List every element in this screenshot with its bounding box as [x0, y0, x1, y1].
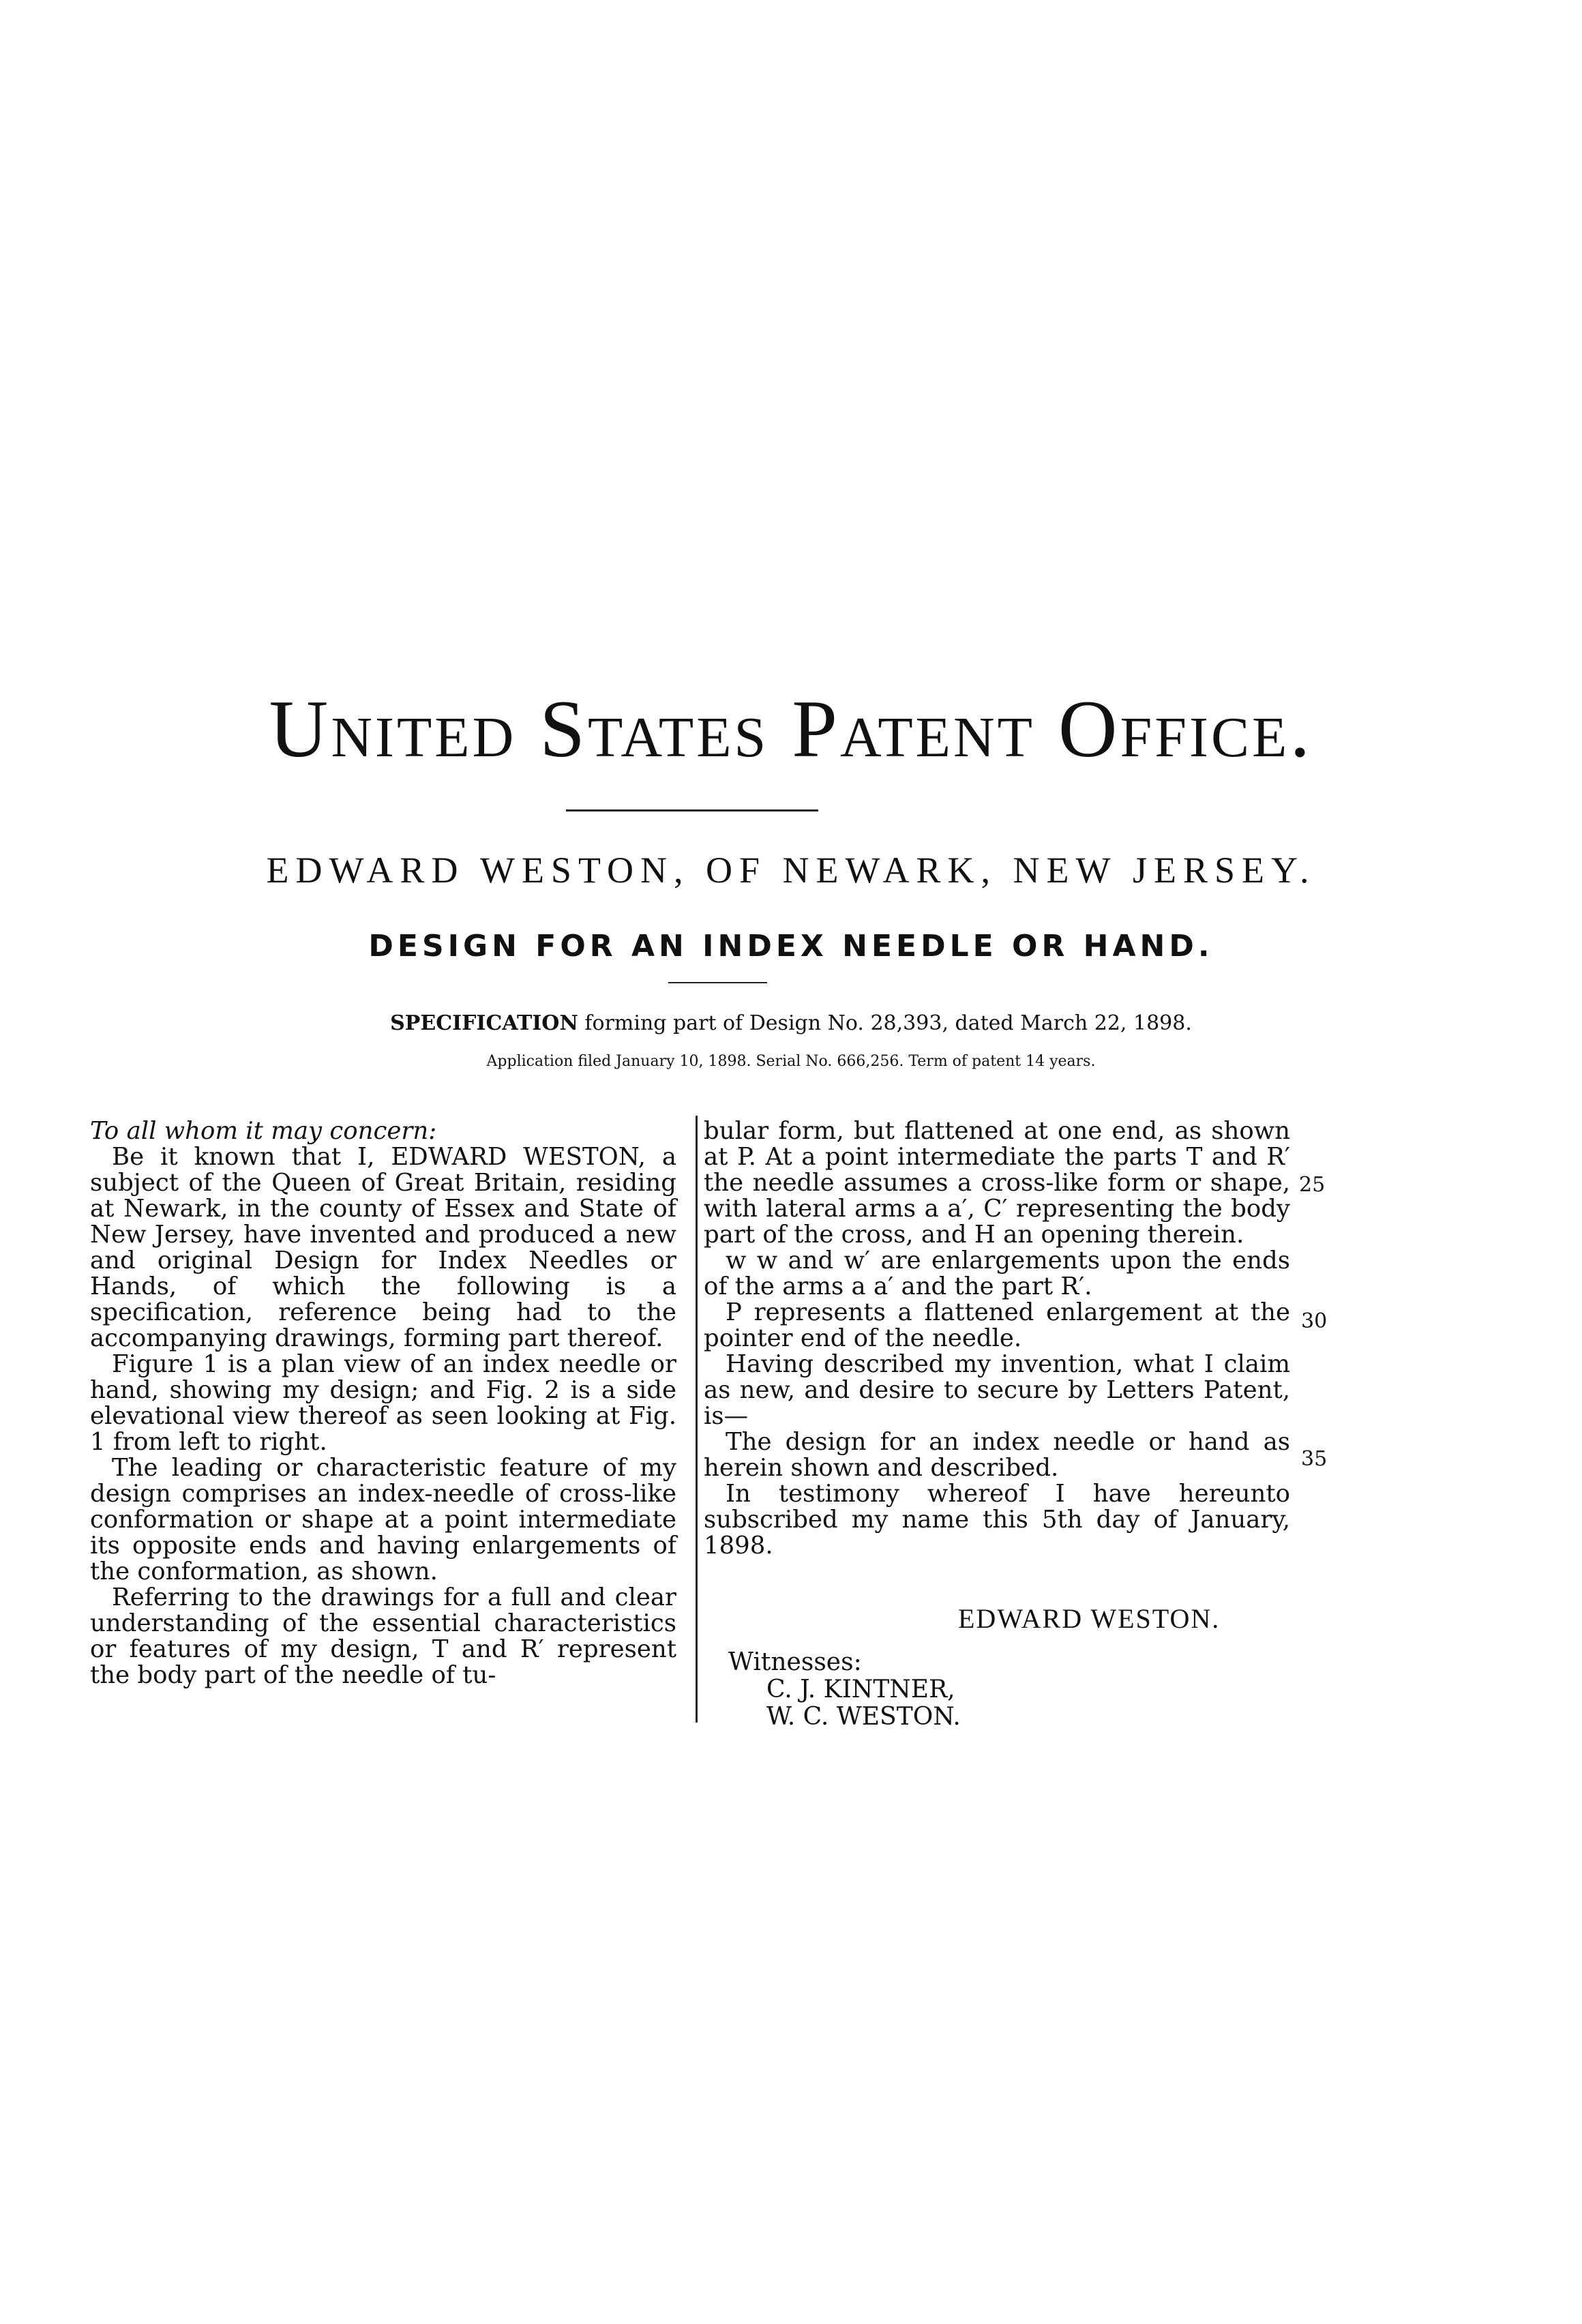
witnesses-block: [728, 1649, 961, 1731]
paragraph-referring: Referring to the drawings for a full and clear understanding of the essential characteristics or features of my design, T and R′ represent the body part of the needle of tu-: [90, 1583, 676, 1689]
paragraph-continuation: bular form, but flattened at one end, as shown at P. At a point intermediate the parts T and R′ the needle assumes a cross-like form or shape, with lateral arms a a′, C′ representing the body part of the cross, and H an opening therein.: [704, 1117, 1290, 1249]
witnesses-label: Witnesses:: [728, 1648, 862, 1676]
paragraph-pointer: P represents a flattened enlargement at the pointer end of the needle.: [704, 1298, 1290, 1352]
paragraph-claim: The design for an index needle or hand as herein shown and described.: [704, 1428, 1290, 1482]
divider-rule-mid: [668, 982, 767, 983]
line-number: 30: [1301, 1309, 1328, 1333]
inventor-line: EDWARD WESTON, OF NEWARK, NEW JERSEY.: [266, 850, 1316, 891]
spec-details: forming part of Design No. 28,393, dated March 22, 1898.: [584, 1011, 1192, 1035]
signature-name: EDWARD WESTON.: [958, 1603, 1221, 1634]
column-divider: [696, 1116, 698, 1723]
office-title: United States Patent Office.: [269, 683, 1313, 774]
witness-name: C. J. KINTNER,: [766, 1675, 955, 1703]
right-column: [704, 1118, 1290, 1559]
paragraph-feature: The leading or characteristic feature of my design comprises an index-needle of cross-like conformation or shape at a point intermediate its opposite ends and having enlargements of the conformation, as shown.: [90, 1454, 676, 1585]
paragraph-testimony: In testimony whereof I have hereunto subscribed my name this 5th day of January, 1898.: [704, 1480, 1290, 1560]
design-title: DESIGN FOR AN INDEX NEEDLE OR HAND.: [368, 929, 1214, 964]
line-number: 35: [1301, 1447, 1328, 1471]
paragraph-intro: Be it known that I, EDWARD WESTON, a subject of the Queen of Great Britain, residing at Newark, in the county of Essex and State of New Jersey, have invented and produced a new and original Design for Index Needles or Hands, of which the following is a specification, reference being had to the accompanying drawings, forming part thereof.: [90, 1143, 676, 1352]
application-line: Application filed January 10, 1898. Serial No. 666,256. Term of patent 14 years.: [486, 1053, 1096, 1070]
divider-rule-top: [566, 809, 818, 811]
witness-name: W. C. WESTON.: [766, 1703, 961, 1731]
paragraph-claim-intro: Having described my invention, what I claim as new, and desire to secure by Letters Patent, is—: [704, 1350, 1290, 1430]
paragraph-enlargements: w w and w′ are enlargements upon the ends of the arms a a′ and the part R′.: [704, 1247, 1290, 1300]
line-number: 25: [1299, 1173, 1326, 1197]
paragraph-figures: Figure 1 is a plan view of an index needle or hand, showing my design; and Fig. 2 is a side elevational view thereof as seen looking at Fig. 1 from left to right.: [90, 1350, 676, 1456]
greeting: To all whom it may concern:: [90, 1117, 437, 1145]
specification-line: [0, 1011, 1582, 1035]
spec-label: SPECIFICATION: [390, 1011, 578, 1035]
left-column: [90, 1118, 676, 1688]
